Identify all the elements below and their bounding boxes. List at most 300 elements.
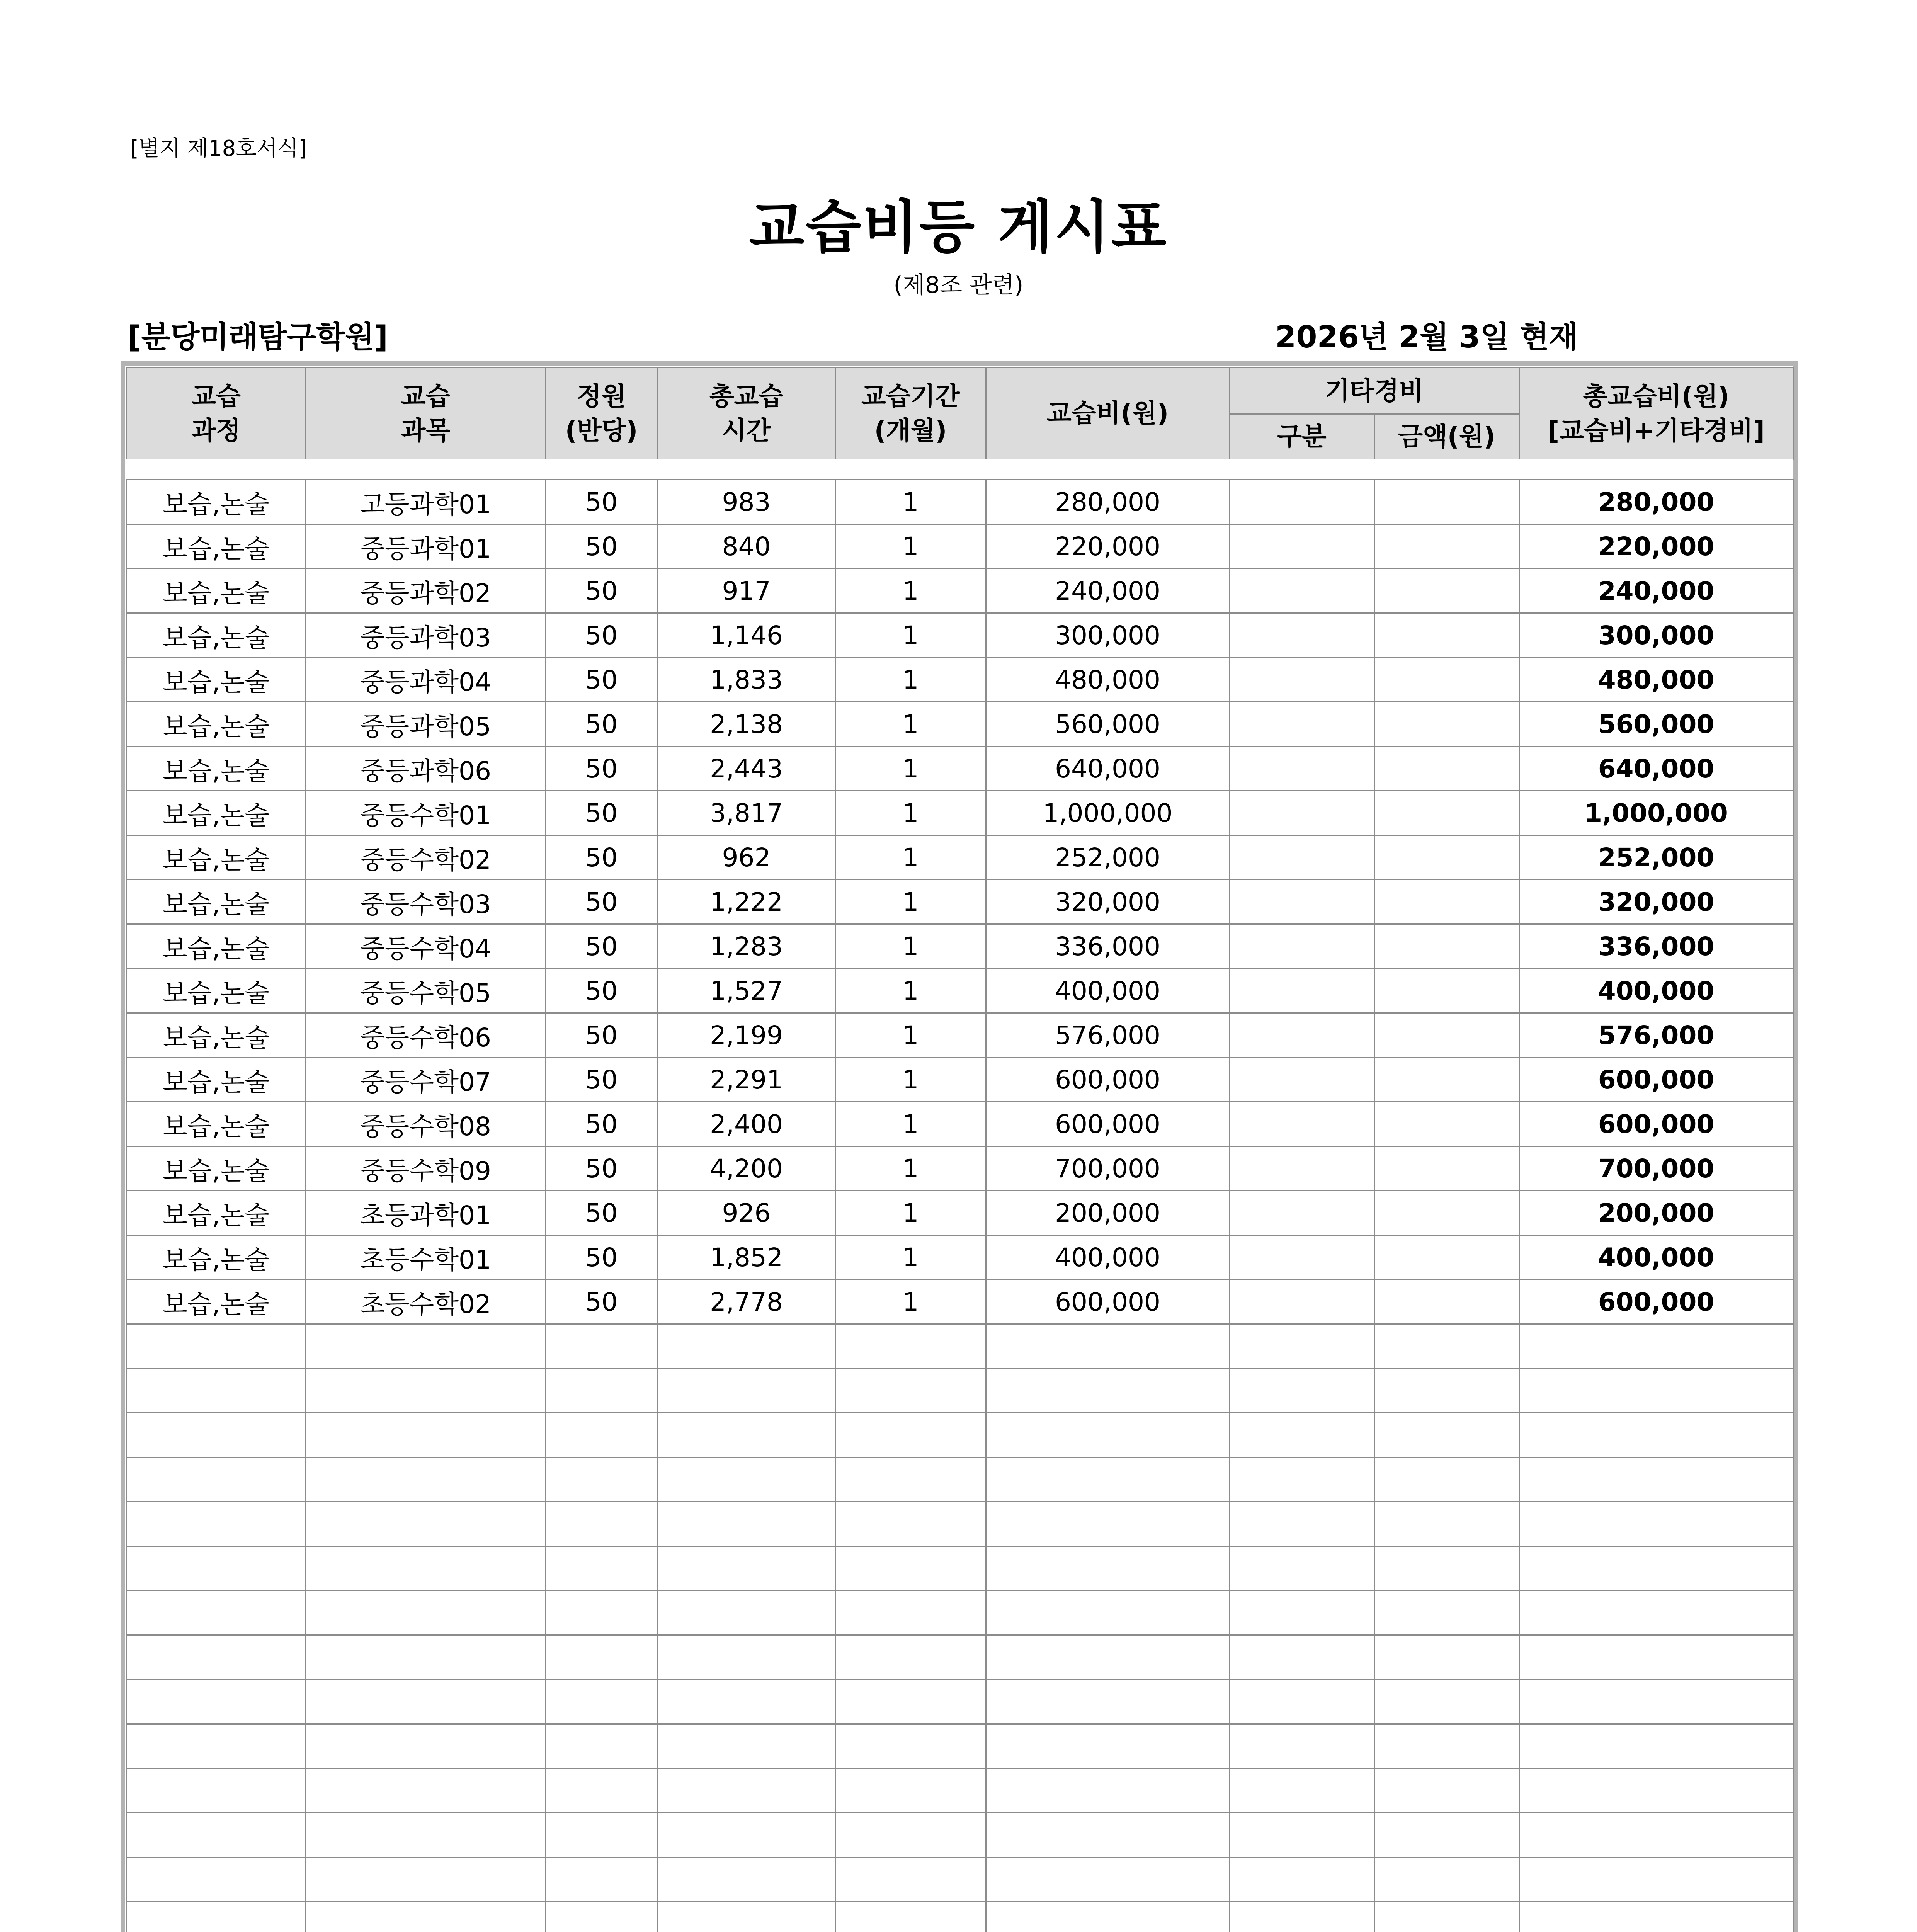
cell-hours: 2,199 — [658, 1013, 835, 1058]
cell-other-amount — [1374, 835, 1519, 880]
cell-total: 252,000 — [1519, 835, 1793, 880]
empty-table-row — [126, 1324, 1793, 1369]
table-row — [126, 791, 1793, 835]
empty-cell — [126, 1902, 306, 1932]
cell-subject: 중등과학03 — [306, 613, 546, 658]
cell-total: 400,000 — [1519, 1235, 1793, 1280]
empty-cell — [835, 1502, 986, 1546]
cell-course: 보습,논술 — [126, 835, 306, 880]
empty-cell — [835, 1813, 986, 1857]
cell-period: 1 — [835, 835, 986, 880]
empty-cell — [1374, 1369, 1519, 1413]
cell-total: 700,000 — [1519, 1146, 1793, 1191]
cell-tuition: 480,000 — [986, 658, 1230, 702]
empty-cell — [1519, 1546, 1793, 1591]
page-title: 교습비등 게시표 — [749, 194, 1168, 260]
cell-tuition: 300,000 — [986, 613, 1230, 658]
empty-cell — [1230, 1591, 1374, 1635]
empty-cell — [835, 1546, 986, 1591]
empty-cell — [986, 1502, 1230, 1546]
empty-cell — [1230, 1369, 1374, 1413]
cell-other-amount — [1374, 1191, 1519, 1235]
cell-total: 220,000 — [1519, 524, 1793, 569]
cell-period: 1 — [835, 569, 986, 613]
empty-table-row — [126, 1813, 1793, 1857]
empty-cell — [1230, 1458, 1374, 1502]
cell-subject: 중등과학05 — [306, 702, 546, 747]
cell-course: 보습,논술 — [126, 1146, 306, 1191]
header-subject: 교습 과목 — [306, 368, 546, 459]
cell-period: 1 — [835, 1058, 986, 1102]
cell-other-type — [1230, 613, 1374, 658]
table-row — [126, 924, 1793, 969]
empty-cell — [986, 1724, 1230, 1769]
cell-course: 보습,논술 — [126, 524, 306, 569]
cell-capacity: 50 — [546, 569, 658, 613]
header-period: 교습기간 (개월) — [835, 368, 986, 459]
cell-hours: 2,138 — [658, 702, 835, 747]
empty-cell — [126, 1769, 306, 1813]
cell-hours: 3,817 — [658, 791, 835, 835]
cell-capacity: 50 — [546, 880, 658, 924]
empty-cell — [1374, 1591, 1519, 1635]
table-row — [126, 1235, 1793, 1280]
empty-cell — [546, 1591, 658, 1635]
empty-cell — [126, 1857, 306, 1902]
cell-other-type — [1230, 524, 1374, 569]
cell-other-amount — [1374, 924, 1519, 969]
empty-cell — [1519, 1458, 1793, 1502]
table-row — [126, 1013, 1793, 1058]
cell-total: 336,000 — [1519, 924, 1793, 969]
empty-cell — [658, 1546, 835, 1591]
table-row — [126, 569, 1793, 613]
empty-table-row — [126, 1458, 1793, 1502]
empty-table-row — [126, 1546, 1793, 1591]
cell-period: 1 — [835, 1102, 986, 1146]
empty-table-row — [126, 1591, 1793, 1635]
form-number: [별지 제18호서식] — [130, 136, 307, 161]
cell-total: 600,000 — [1519, 1058, 1793, 1102]
empty-cell — [1374, 1502, 1519, 1546]
cell-subject: 중등수학05 — [306, 969, 546, 1013]
cell-other-type — [1230, 924, 1374, 969]
cell-capacity: 50 — [546, 702, 658, 747]
empty-cell — [986, 1324, 1230, 1369]
empty-cell — [126, 1413, 306, 1458]
cell-course: 보습,논술 — [126, 880, 306, 924]
cell-capacity: 50 — [546, 613, 658, 658]
cell-tuition: 640,000 — [986, 747, 1230, 791]
cell-capacity: 50 — [546, 924, 658, 969]
empty-cell — [1519, 1635, 1793, 1680]
cell-hours: 4,200 — [658, 1146, 835, 1191]
empty-cell — [986, 1857, 1230, 1902]
cell-tuition: 320,000 — [986, 880, 1230, 924]
empty-cell — [835, 1369, 986, 1413]
cell-period: 1 — [835, 924, 986, 969]
cell-other-amount — [1374, 524, 1519, 569]
cell-subject: 중등수학02 — [306, 835, 546, 880]
header-other-type: 구분 — [1230, 414, 1374, 459]
cell-hours: 2,291 — [658, 1058, 835, 1102]
cell-hours: 2,400 — [658, 1102, 835, 1146]
cell-course: 보습,논술 — [126, 791, 306, 835]
empty-cell — [126, 1502, 306, 1546]
empty-cell — [546, 1546, 658, 1591]
empty-cell — [126, 1369, 306, 1413]
header-other-amount: 금액(원) — [1374, 414, 1519, 459]
cell-course: 보습,논술 — [126, 658, 306, 702]
empty-cell — [1519, 1724, 1793, 1769]
cell-period: 1 — [835, 658, 986, 702]
empty-cell — [1519, 1680, 1793, 1724]
empty-cell — [1519, 1324, 1793, 1369]
cell-course: 보습,논술 — [126, 1191, 306, 1235]
header-other: 기타경비 — [1230, 368, 1519, 414]
cell-subject: 중등수학08 — [306, 1102, 546, 1146]
empty-cell — [658, 1813, 835, 1857]
table-row — [126, 658, 1793, 702]
cell-capacity: 50 — [546, 791, 658, 835]
empty-cell — [1374, 1635, 1519, 1680]
cell-total: 480,000 — [1519, 658, 1793, 702]
cell-other-amount — [1374, 880, 1519, 924]
empty-cell — [546, 1502, 658, 1546]
empty-cell — [546, 1635, 658, 1680]
empty-cell — [986, 1591, 1230, 1635]
cell-other-type — [1230, 835, 1374, 880]
cell-capacity: 50 — [546, 1146, 658, 1191]
cell-tuition: 252,000 — [986, 835, 1230, 880]
empty-cell — [1230, 1857, 1374, 1902]
table-row — [126, 835, 1793, 880]
empty-cell — [658, 1324, 835, 1369]
empty-cell — [986, 1902, 1230, 1932]
empty-cell — [1230, 1813, 1374, 1857]
empty-cell — [658, 1369, 835, 1413]
cell-other-amount — [1374, 1058, 1519, 1102]
empty-cell — [1230, 1680, 1374, 1724]
empty-cell — [546, 1324, 658, 1369]
empty-cell — [658, 1902, 835, 1932]
empty-cell — [1519, 1902, 1793, 1932]
empty-cell — [126, 1591, 306, 1635]
table-row — [126, 969, 1793, 1013]
empty-cell — [1374, 1413, 1519, 1458]
cell-subject: 초등과학01 — [306, 1191, 546, 1235]
cell-subject: 중등수학07 — [306, 1058, 546, 1102]
cell-course: 보습,논술 — [126, 1058, 306, 1102]
cell-tuition: 280,000 — [986, 480, 1230, 524]
cell-course: 보습,논술 — [126, 924, 306, 969]
empty-cell — [1374, 1324, 1519, 1369]
empty-cell — [306, 1502, 546, 1546]
empty-cell — [1519, 1369, 1793, 1413]
cell-capacity: 50 — [546, 480, 658, 524]
cell-other-amount — [1374, 1235, 1519, 1280]
empty-cell — [546, 1857, 658, 1902]
cell-total: 560,000 — [1519, 702, 1793, 747]
empty-cell — [126, 1546, 306, 1591]
cell-other-amount — [1374, 702, 1519, 747]
cell-total: 640,000 — [1519, 747, 1793, 791]
cell-period: 1 — [835, 702, 986, 747]
empty-cell — [1374, 1546, 1519, 1591]
empty-cell — [1519, 1857, 1793, 1902]
empty-cell — [835, 1635, 986, 1680]
cell-period: 1 — [835, 524, 986, 569]
empty-cell — [306, 1769, 546, 1813]
cell-capacity: 50 — [546, 969, 658, 1013]
cell-subject: 중등과학01 — [306, 524, 546, 569]
cell-other-amount — [1374, 747, 1519, 791]
cell-hours: 1,852 — [658, 1235, 835, 1280]
empty-cell — [835, 1458, 986, 1502]
cell-total: 1,000,000 — [1519, 791, 1793, 835]
empty-cell — [306, 1680, 546, 1724]
empty-cell — [986, 1769, 1230, 1813]
empty-cell — [1374, 1902, 1519, 1932]
cell-hours: 1,283 — [658, 924, 835, 969]
cell-tuition: 600,000 — [986, 1102, 1230, 1146]
empty-cell — [1230, 1902, 1374, 1932]
empty-cell — [126, 1724, 306, 1769]
cell-subject: 중등수학06 — [306, 1013, 546, 1058]
empty-cell — [546, 1724, 658, 1769]
cell-tuition: 1,000,000 — [986, 791, 1230, 835]
cell-course: 보습,논술 — [126, 480, 306, 524]
empty-cell — [306, 1635, 546, 1680]
empty-cell — [1230, 1413, 1374, 1458]
cell-subject: 중등과학04 — [306, 658, 546, 702]
cell-other-type — [1230, 1058, 1374, 1102]
cell-other-amount — [1374, 569, 1519, 613]
cell-total: 320,000 — [1519, 880, 1793, 924]
empty-cell — [658, 1769, 835, 1813]
empty-cell — [1374, 1724, 1519, 1769]
cell-hours: 1,146 — [658, 613, 835, 658]
header-separator — [126, 459, 1793, 479]
empty-cell — [658, 1857, 835, 1902]
cell-other-type — [1230, 880, 1374, 924]
cell-tuition: 560,000 — [986, 702, 1230, 747]
cell-hours: 962 — [658, 835, 835, 880]
cell-other-type — [1230, 1235, 1374, 1280]
empty-cell — [986, 1413, 1230, 1458]
empty-cell — [986, 1635, 1230, 1680]
cell-other-type — [1230, 1280, 1374, 1324]
empty-cell — [1230, 1546, 1374, 1591]
empty-cell — [835, 1724, 986, 1769]
empty-cell — [1374, 1769, 1519, 1813]
empty-cell — [306, 1902, 546, 1932]
table-row — [126, 1146, 1793, 1191]
cell-period: 1 — [835, 613, 986, 658]
cell-tuition: 600,000 — [986, 1058, 1230, 1102]
cell-subject: 중등수학03 — [306, 880, 546, 924]
cell-other-type — [1230, 791, 1374, 835]
cell-period: 1 — [835, 1191, 986, 1235]
cell-course: 보습,논술 — [126, 747, 306, 791]
cell-period: 1 — [835, 1146, 986, 1191]
cell-other-amount — [1374, 613, 1519, 658]
empty-cell — [546, 1769, 658, 1813]
cell-capacity: 50 — [546, 835, 658, 880]
cell-other-type — [1230, 480, 1374, 524]
empty-cell — [658, 1591, 835, 1635]
empty-cell — [126, 1324, 306, 1369]
cell-other-type — [1230, 1146, 1374, 1191]
cell-hours: 2,778 — [658, 1280, 835, 1324]
cell-subject: 중등수학01 — [306, 791, 546, 835]
table-row — [126, 1280, 1793, 1324]
cell-hours: 2,443 — [658, 747, 835, 791]
cell-period: 1 — [835, 880, 986, 924]
cell-hours: 1,527 — [658, 969, 835, 1013]
empty-cell — [546, 1413, 658, 1458]
empty-cell — [546, 1369, 658, 1413]
cell-tuition: 200,000 — [986, 1191, 1230, 1235]
cell-tuition: 240,000 — [986, 569, 1230, 613]
empty-cell — [658, 1458, 835, 1502]
cell-tuition: 700,000 — [986, 1146, 1230, 1191]
empty-cell — [546, 1680, 658, 1724]
empty-cell — [986, 1813, 1230, 1857]
cell-other-amount — [1374, 658, 1519, 702]
empty-cell — [1519, 1813, 1793, 1857]
empty-table-row — [126, 1724, 1793, 1769]
empty-cell — [1230, 1635, 1374, 1680]
header-total: 총교습비(원) [교습비+기타경비] — [1519, 368, 1793, 459]
cell-hours: 983 — [658, 480, 835, 524]
table-row — [126, 524, 1793, 569]
cell-hours: 840 — [658, 524, 835, 569]
cell-tuition: 336,000 — [986, 924, 1230, 969]
empty-cell — [1230, 1324, 1374, 1369]
empty-cell — [126, 1813, 306, 1857]
table-header — [126, 367, 1794, 460]
empty-cell — [306, 1591, 546, 1635]
cell-subject: 중등과학06 — [306, 747, 546, 791]
empty-cell — [835, 1902, 986, 1932]
cell-other-amount — [1374, 969, 1519, 1013]
cell-other-type — [1230, 658, 1374, 702]
cell-capacity: 50 — [546, 1191, 658, 1235]
empty-cell — [658, 1502, 835, 1546]
cell-total: 600,000 — [1519, 1280, 1793, 1324]
empty-cell — [1519, 1413, 1793, 1458]
cell-other-amount — [1374, 1280, 1519, 1324]
empty-cell — [1230, 1724, 1374, 1769]
cell-course: 보습,논술 — [126, 613, 306, 658]
cell-total: 280,000 — [1519, 480, 1793, 524]
cell-course: 보습,논술 — [126, 1280, 306, 1324]
empty-cell — [1374, 1458, 1519, 1502]
cell-total: 200,000 — [1519, 1191, 1793, 1235]
empty-cell — [658, 1680, 835, 1724]
cell-other-amount — [1374, 480, 1519, 524]
header-capacity: 정원 (반당) — [546, 368, 658, 459]
empty-cell — [306, 1413, 546, 1458]
table-row — [126, 702, 1793, 747]
table-row — [126, 747, 1793, 791]
cell-hours: 917 — [658, 569, 835, 613]
empty-table-row — [126, 1769, 1793, 1813]
empty-cell — [835, 1769, 986, 1813]
empty-cell — [1519, 1502, 1793, 1546]
cell-capacity: 50 — [546, 1235, 658, 1280]
cell-total: 600,000 — [1519, 1102, 1793, 1146]
empty-cell — [1374, 1680, 1519, 1724]
empty-table-row — [126, 1413, 1793, 1458]
page-subtitle: (제8조 관련) — [893, 272, 1024, 299]
cell-other-type — [1230, 1013, 1374, 1058]
cell-capacity: 50 — [546, 747, 658, 791]
empty-cell — [986, 1369, 1230, 1413]
cell-capacity: 50 — [546, 1280, 658, 1324]
as-of-date: 2026년 2월 3일 현재 — [1275, 320, 1578, 355]
empty-table-row — [126, 1680, 1793, 1724]
cell-tuition: 600,000 — [986, 1280, 1230, 1324]
cell-capacity: 50 — [546, 524, 658, 569]
empty-cell — [126, 1680, 306, 1724]
cell-hours: 1,222 — [658, 880, 835, 924]
empty-cell — [126, 1635, 306, 1680]
empty-table-row — [126, 1502, 1793, 1546]
academy-name: [분당미래탐구학원] — [128, 320, 388, 355]
cell-period: 1 — [835, 791, 986, 835]
empty-cell — [1519, 1591, 1793, 1635]
empty-cell — [835, 1680, 986, 1724]
empty-cell — [306, 1724, 546, 1769]
table-row — [126, 480, 1793, 524]
cell-period: 1 — [835, 1013, 986, 1058]
empty-cell — [986, 1680, 1230, 1724]
cell-subject: 중등수학09 — [306, 1146, 546, 1191]
cell-hours: 926 — [658, 1191, 835, 1235]
cell-other-amount — [1374, 791, 1519, 835]
empty-cell — [546, 1458, 658, 1502]
cell-capacity: 50 — [546, 1058, 658, 1102]
cell-other-type — [1230, 969, 1374, 1013]
empty-cell — [986, 1458, 1230, 1502]
cell-total: 400,000 — [1519, 969, 1793, 1013]
cell-total: 576,000 — [1519, 1013, 1793, 1058]
cell-subject: 초등수학01 — [306, 1235, 546, 1280]
empty-cell — [835, 1857, 986, 1902]
header-hours: 총교습 시간 — [658, 368, 835, 459]
cell-period: 1 — [835, 1280, 986, 1324]
empty-cell — [1374, 1857, 1519, 1902]
empty-cell — [835, 1413, 986, 1458]
cell-other-amount — [1374, 1146, 1519, 1191]
empty-table-row — [126, 1857, 1793, 1902]
cell-course: 보습,논술 — [126, 969, 306, 1013]
empty-cell — [306, 1813, 546, 1857]
cell-total: 300,000 — [1519, 613, 1793, 658]
table-row — [126, 1058, 1793, 1102]
empty-cell — [1519, 1769, 1793, 1813]
header-tuition: 교습비(원) — [986, 368, 1230, 459]
empty-cell — [546, 1902, 658, 1932]
cell-subject: 중등과학02 — [306, 569, 546, 613]
empty-cell — [1374, 1813, 1519, 1857]
cell-tuition: 400,000 — [986, 969, 1230, 1013]
cell-tuition: 220,000 — [986, 524, 1230, 569]
empty-cell — [546, 1813, 658, 1857]
table-row — [126, 880, 1793, 924]
